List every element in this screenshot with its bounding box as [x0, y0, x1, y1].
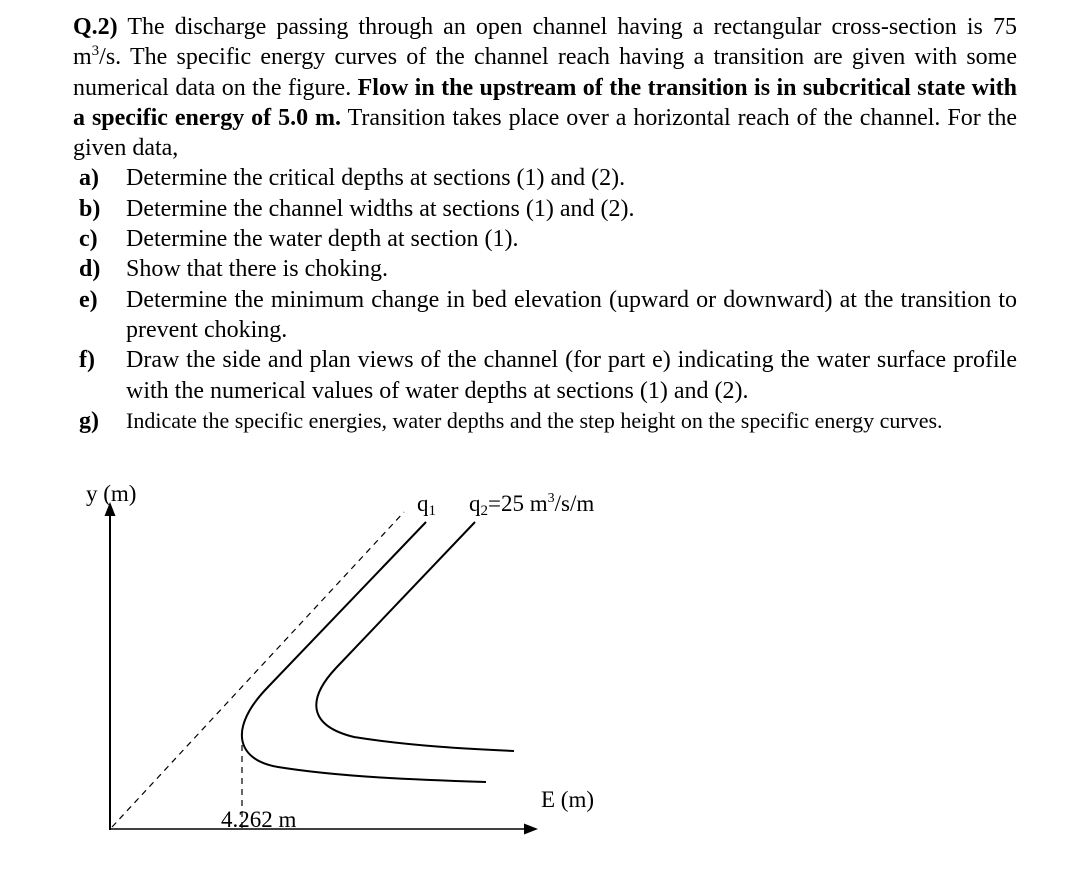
q2-main: q	[469, 491, 481, 516]
x-axis-arrow	[524, 824, 538, 835]
intro-bold-text: Flow in the upstream of the transition is in subcritical state with a specific energy of 5.0 m.	[73, 74, 1017, 131]
q1-main: q	[417, 491, 429, 516]
part-text: Show that there is choking.	[126, 256, 388, 283]
part-label: b)	[79, 195, 101, 222]
question-number: Q.2)	[73, 14, 118, 40]
part-label: c)	[79, 226, 98, 253]
intro-text-2: /s. The specific energy curves of the channel reach having a transition are given with some numerical data on the figure.	[73, 44, 1017, 101]
part-text: Determine the critical depths at sections (1) and (2).	[126, 165, 626, 192]
part-label: f)	[79, 347, 95, 374]
intro-text-3: Transition takes place over a horizontal reach of the channel. For the given data,	[73, 104, 1017, 162]
q2-label	[469, 491, 594, 519]
y-axis-label: y (m)	[86, 481, 137, 506]
q1-subscript: 1	[428, 503, 436, 519]
part-label: g)	[79, 407, 99, 434]
part-label: a)	[79, 165, 99, 192]
intro-text-1: The discharge passing through an open channel having a rectangular cross-section is 75 m	[73, 14, 1017, 71]
part-label: e)	[79, 286, 98, 313]
part-text: Determine the channel widths at sections (1) and (2).	[126, 195, 635, 222]
q2-value: =25 m	[488, 491, 548, 516]
q2-curve	[316, 522, 514, 751]
part-text: Determine the water depth at section (1).	[126, 226, 519, 253]
q2-unit: /s/m	[554, 491, 595, 516]
part-text: Determine the minimum change in bed elevation (upward or downward) at the transition to prevent choking.	[126, 286, 1017, 343]
q2-subscript: 2	[480, 503, 488, 519]
q1-label	[417, 491, 436, 519]
asymptote-line	[112, 512, 404, 827]
intro-superscript: 3	[91, 43, 100, 60]
part-text: Indicate the specific energies, water depths and the step height on the specific energy curves.	[126, 407, 943, 433]
part-text: Draw the side and plan views of the channel (for part e) indicating the water surface profile with the numerical values of water depths at sections (1) and (2).	[126, 347, 1017, 404]
q1-curve	[242, 522, 486, 782]
q2-superscript: 3	[547, 491, 555, 506]
x-axis-label: E (m)	[541, 787, 595, 812]
e-min-label: 4.262 m	[221, 807, 297, 832]
part-label: d)	[79, 256, 101, 283]
